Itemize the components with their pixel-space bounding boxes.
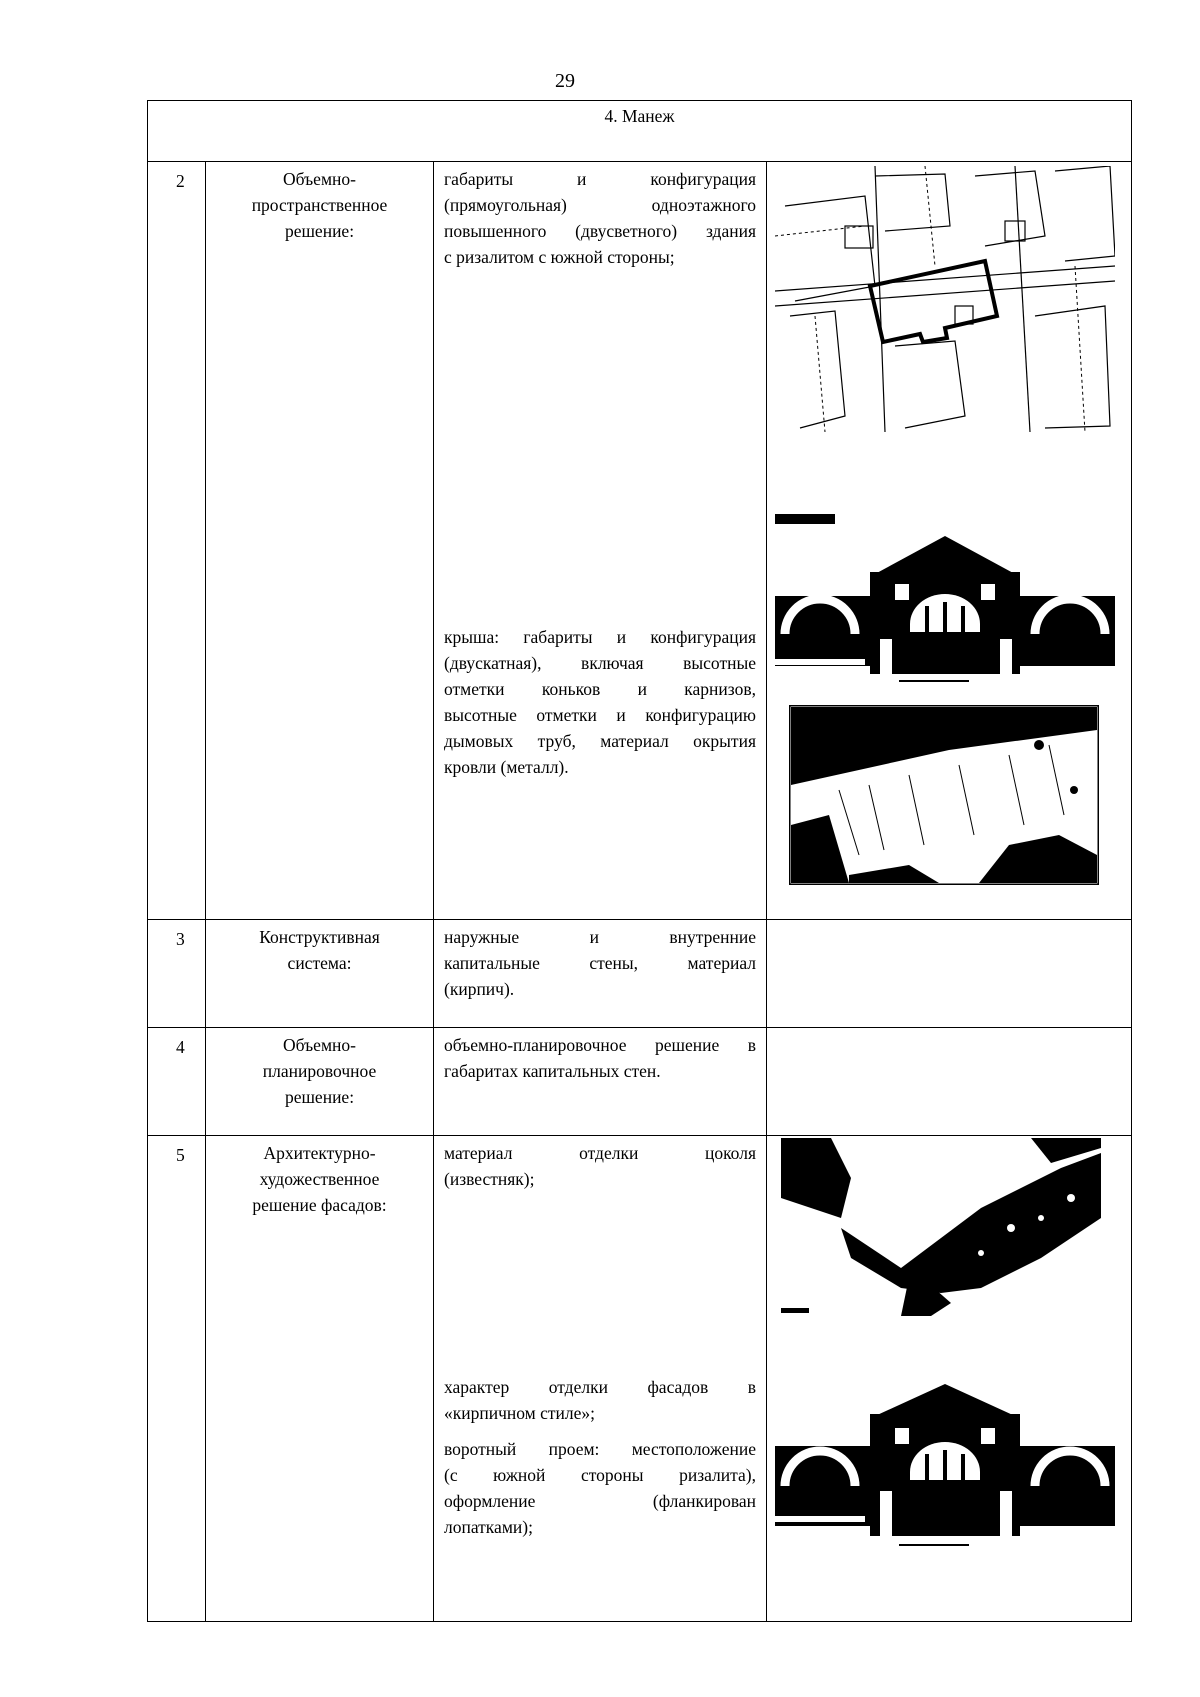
table-row: [148, 1028, 1132, 1136]
plinth-photo: [781, 1138, 1101, 1318]
row-label: Объемно- пространственное решение:: [206, 162, 434, 920]
row-images: [767, 162, 1132, 920]
site-plan-image: [775, 166, 1115, 432]
roof-aerial-photo: [789, 705, 1099, 885]
text-block: характер отделки фасадов в «кирпичном стиле»;: [444, 1377, 756, 1423]
table-row: [148, 1136, 1132, 1622]
page-number: 29: [555, 70, 575, 92]
text-block: материал отделки цоколя (известняк);: [444, 1143, 756, 1189]
row-number: 3: [148, 920, 206, 1028]
table-row: [148, 162, 1132, 920]
row-number: 5: [148, 1136, 206, 1622]
row-number: 4: [148, 1028, 206, 1136]
row-label: Объемно- планировочное решение:: [206, 1028, 434, 1136]
row-label: Архитектурно- художественное решение фасадов:: [206, 1136, 434, 1622]
row-images: [767, 1136, 1132, 1622]
row-description: объемно-планировочное решение в габаритах капитальных стен.: [434, 1028, 767, 1136]
row-label: Конструктивная система:: [206, 920, 434, 1028]
text-block: габариты и конфигурация (прямоугольная) одноэтажного повышенного (двусветного) здания с ризалитом с южной стороны;: [444, 169, 756, 267]
document-table: [147, 100, 1132, 1622]
section-title: 4. Манеж: [148, 101, 1132, 162]
table-row: [148, 920, 1132, 1028]
row-description: [434, 162, 767, 920]
text-block: крыша: габариты и конфигурация (двускатная), включая высотные отметки коньков и карнизов, высотные отметки и конфигурацию дымовых труб, материал окрытия кровли (металл).: [444, 627, 756, 777]
table-title-row: [148, 101, 1132, 162]
facade-photo: [775, 1376, 1115, 1536]
text-block: воротный проем: местоположение (с южной стороны ризалита), оформление (фланкирован лопатками);: [444, 1439, 756, 1537]
image-caption-dashes: [899, 1544, 969, 1548]
row-number: 2: [148, 162, 206, 920]
row-description: наружные и внутренние капитальные стены, материал (кирпич).: [434, 920, 767, 1028]
image-caption-dashes: [899, 680, 969, 684]
empty-image-cell: [767, 920, 1132, 1028]
facade-photo: [775, 514, 1115, 674]
empty-image-cell: [767, 1028, 1132, 1136]
row-description: [434, 1136, 767, 1622]
